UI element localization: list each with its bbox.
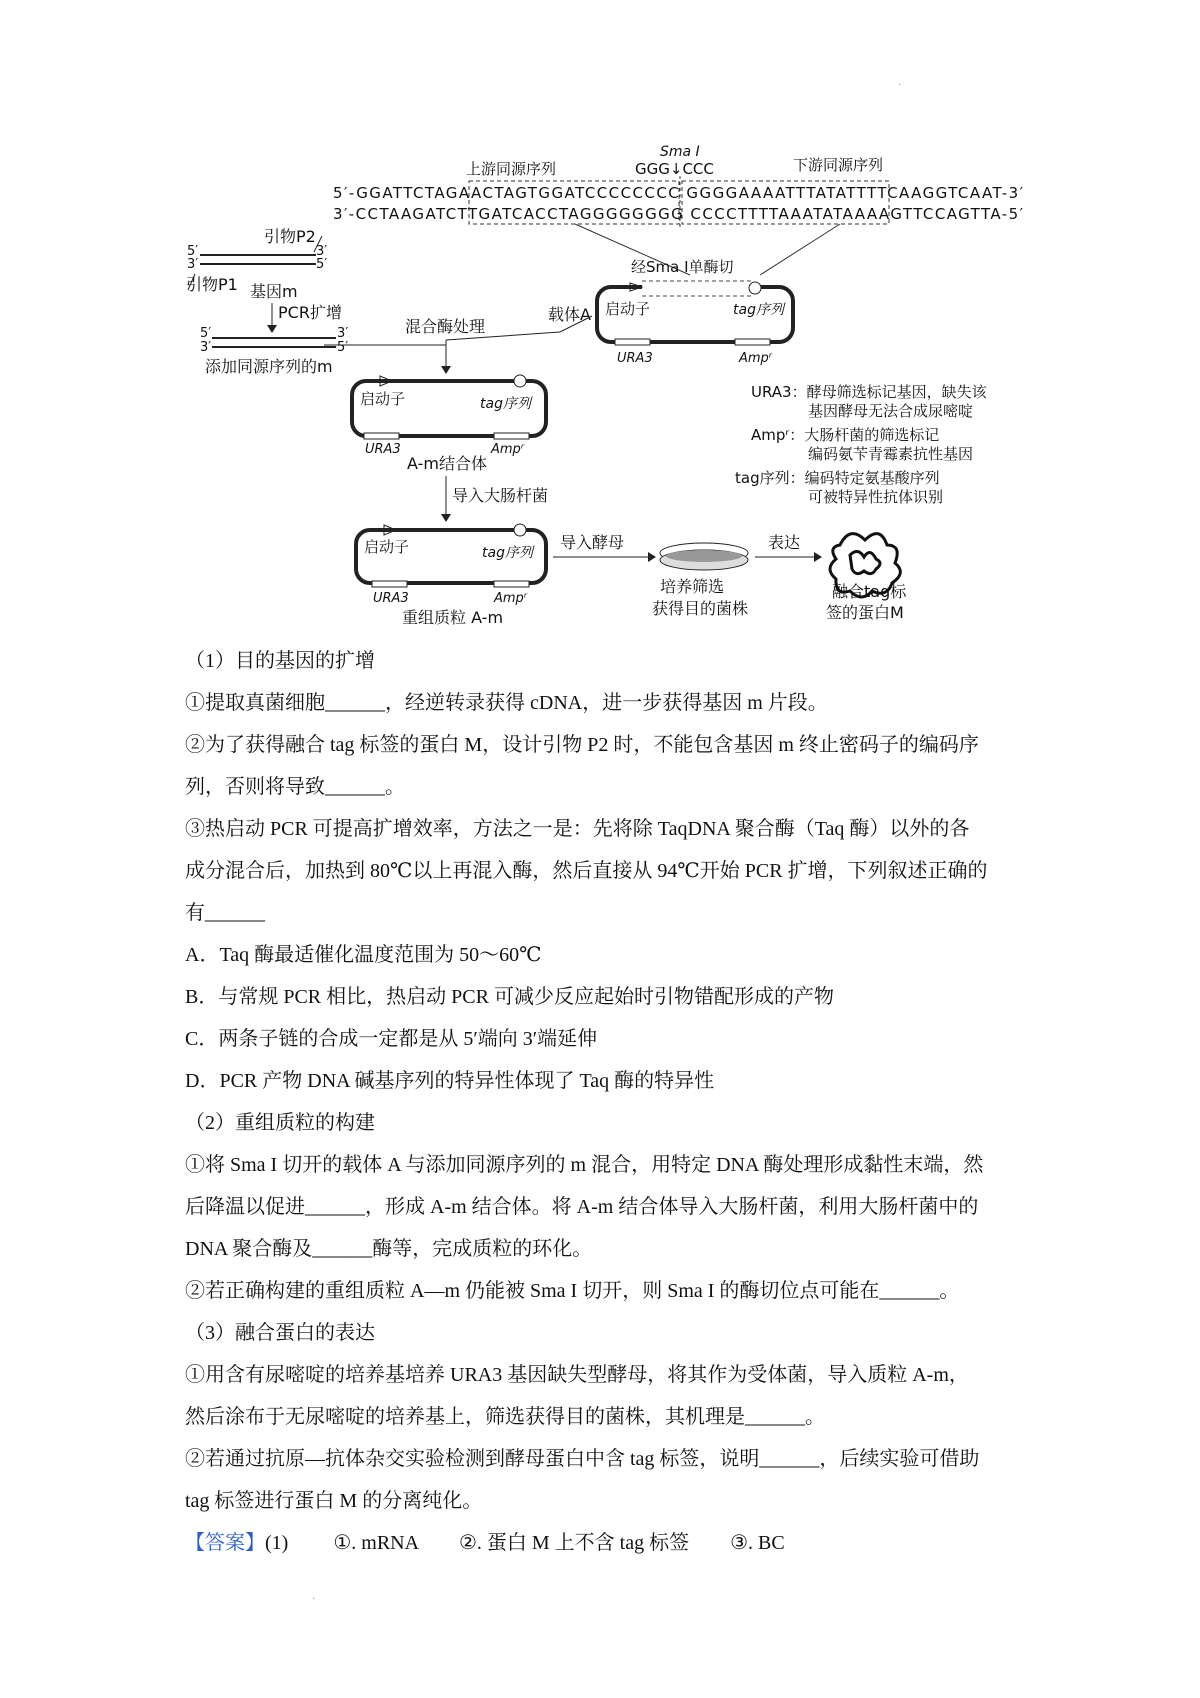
svg-text:5′: 5′: [187, 244, 199, 259]
section-2-title: （2）重组质粒的构建: [185, 1112, 375, 1134]
svg-text:启动子: 启动子: [364, 538, 410, 556]
svg-text:启动子: 启动子: [605, 300, 651, 318]
am-complex-label: A-m结合体: [407, 454, 487, 473]
pcr-label: PCR扩增: [278, 303, 342, 322]
svg-text:3′: 3′: [316, 244, 328, 259]
q1-3a: ③热启动 PCR 可提高扩增效率，方法之一是：先将除 TaqDNA 聚合酶（Taq 酶）以外的各: [185, 818, 970, 840]
svg-text:tag序列: tag序列: [480, 396, 531, 412]
primer-p1-label: 引物P1: [186, 275, 238, 294]
sma-label: Sma I: [660, 144, 700, 160]
q1-2b: 列，否则将导致______。: [185, 776, 405, 798]
svg-text:可被特异性抗体识别: 可被特异性抗体识别: [808, 488, 944, 506]
arrow-from-downstream: [760, 224, 840, 275]
answer-num: (1): [265, 1532, 289, 1554]
seq-bottom: 3′-CCTAAGATCTTGATCACCTAGGGGGGGG CCCCTTTTAAATATAAAAGTTCCAGTTA-5′: [333, 205, 1023, 223]
section-3-title: （3）融合蛋白的表达: [185, 1322, 375, 1344]
option-c: C．两条子链的合成一定都是从 5′端向 3′端延伸: [185, 1028, 598, 1050]
svg-text:Ampʳ：大肠杆菌的筛选标记: Ampʳ：大肠杆菌的筛选标记: [751, 426, 940, 444]
sma-site: GGG↓CCC: [635, 160, 714, 178]
section-1-title: （1）目的基因的扩增: [185, 650, 375, 672]
svg-text:Ampʳ: Ampʳ: [739, 351, 773, 366]
primer-p2-label: 引物P2: [264, 227, 316, 246]
gene-m-label: 基因m: [250, 282, 298, 301]
answer-item-2: ②. 蛋白 M 上不含 tag 标签: [458, 1532, 690, 1554]
vector-a-label: 载体A: [548, 305, 591, 324]
added-m-label: 添加同源序列的m: [205, 357, 333, 376]
svg-text:URA3: URA3: [617, 351, 653, 366]
q2-1c: DNA 聚合酶及______酶等，完成质粒的环化。: [185, 1238, 593, 1260]
option-d: D．PCR 产物 DNA 碱基序列的特异性体现了 Taq 酶的特异性: [185, 1070, 715, 1092]
q1-3c: 有______: [185, 902, 265, 924]
q3-1b: 然后涂布于无尿嘧啶的培养基上，筛选获得目的菌株，其机理是______。: [185, 1406, 825, 1428]
answer-item-1: ①. mRNA: [333, 1532, 418, 1554]
q3-1a: ①用含有尿嘧啶的培养基培养 URA3 基因缺失型酵母，将其作为受体菌，导入质粒 A-m，: [185, 1364, 969, 1386]
svg-text:3′: 3′: [200, 340, 212, 355]
svg-text:URA3：酵母筛选标记基因，缺失该: URA3：酵母筛选标记基因，缺失该: [751, 383, 987, 401]
into-ecoli-label: 导入大肠杆菌: [452, 486, 549, 505]
mix-enzyme-label: 混合酶处理: [405, 317, 486, 336]
svg-text:tag序列: tag序列: [482, 545, 533, 561]
q2-1a: ①将 Sma I 切开的载体 A 与添加同源序列的 m 混合，用特定 DNA 酶处理形成黏性末端，然: [185, 1154, 984, 1176]
q1-3b: 成分混合后，加热到 80℃以上再混入酶，然后直接从 94℃开始 PCR 扩增，下列叙述正确的: [185, 860, 988, 882]
recombinant-label: 重组质粒 A-m: [402, 608, 504, 627]
svg-text:5′: 5′: [316, 257, 328, 272]
tag-circle-a: [749, 282, 761, 294]
question-text: [185, 640, 1035, 1564]
option-b: B．与常规 PCR 相比，热启动 PCR 可减少反应起始时引物错配形成的产物: [185, 986, 834, 1008]
q3-2b: tag 标签进行蛋白 M 的分离纯化。: [185, 1490, 483, 1512]
downstream-label: 下游同源序列: [793, 156, 884, 174]
legend: [735, 383, 988, 506]
svg-text:Ampʳ: Ampʳ: [491, 442, 525, 457]
culture-label-2: 获得目的菌株: [652, 599, 749, 618]
svg-text:URA3: URA3: [365, 442, 401, 457]
svg-text:3′: 3′: [187, 257, 199, 272]
answer-tag: 【答案】: [185, 1532, 265, 1554]
q1-2a: ②为了获得融合 tag 标签的蛋白 M，设计引物 P2 时，不能包含基因 m 终止密码子的编码序: [185, 734, 979, 756]
fusion-label-1: 融合tag标: [832, 582, 907, 601]
svg-text:3′: 3′: [337, 326, 349, 341]
svg-text:URA3: URA3: [373, 591, 409, 606]
option-a: A．Taq 酶最适催化温度范围为 50～60℃: [185, 944, 542, 966]
q1-1: ①提取真菌细胞______，经逆转录获得 cDNA，进一步获得基因 m 片段。: [185, 692, 828, 714]
q2-1b: 后降温以促进______，形成 A-m 结合体。将 A-m 结合体导入大肠杆菌，利用大肠杆菌中的: [185, 1196, 979, 1218]
q2-2: ②若正确构建的重组质粒 A—m 仍能被 Sma I 切开，则 Sma I 的酶切位点可能在______。: [185, 1280, 960, 1302]
answer-item-3: ③. BC: [730, 1532, 785, 1554]
culture-label-1: 培养筛选: [660, 577, 725, 596]
answer-line: [185, 1522, 1035, 1564]
svg-text:5′: 5′: [337, 340, 349, 355]
seq-top: 5′-GGATTCTAGAACTAGTGGATCCCCCCCC GGGGAAAATTTATATTTTCAAGGTCAAT-3′: [333, 184, 1023, 202]
svg-text:编码氨苄青霉素抗性基因: 编码氨苄青霉素抗性基因: [808, 445, 974, 463]
sma-cut-label: 经Sma I单酶切: [631, 258, 734, 276]
svg-text:5′: 5′: [200, 326, 212, 341]
svg-text:基因酵母无法合成尿嘧啶: 基因酵母无法合成尿嘧啶: [808, 402, 974, 420]
q3-2a: ②若通过抗原—抗体杂交实验检测到酵母蛋白中含 tag 标签，说明______，后续实验可借助: [185, 1448, 980, 1470]
svg-text:Ampʳ: Ampʳ: [494, 591, 528, 606]
upstream-label: 上游同源序列: [466, 160, 557, 178]
svg-text:tag序列：编码特定氨基酸序列: tag序列：编码特定氨基酸序列: [735, 469, 940, 487]
svg-text:启动子: 启动子: [360, 390, 406, 408]
corner-mark: ·: [898, 80, 902, 91]
experiment-diagram: [0, 0, 1200, 640]
into-yeast-label: 导入酵母: [560, 533, 625, 552]
express-label: 表达: [768, 533, 801, 552]
fusion-label-2: 签的蛋白M: [826, 603, 904, 622]
svg-text:tag序列: tag序列: [733, 302, 784, 318]
bottom-mark: ·: [312, 1594, 316, 1605]
